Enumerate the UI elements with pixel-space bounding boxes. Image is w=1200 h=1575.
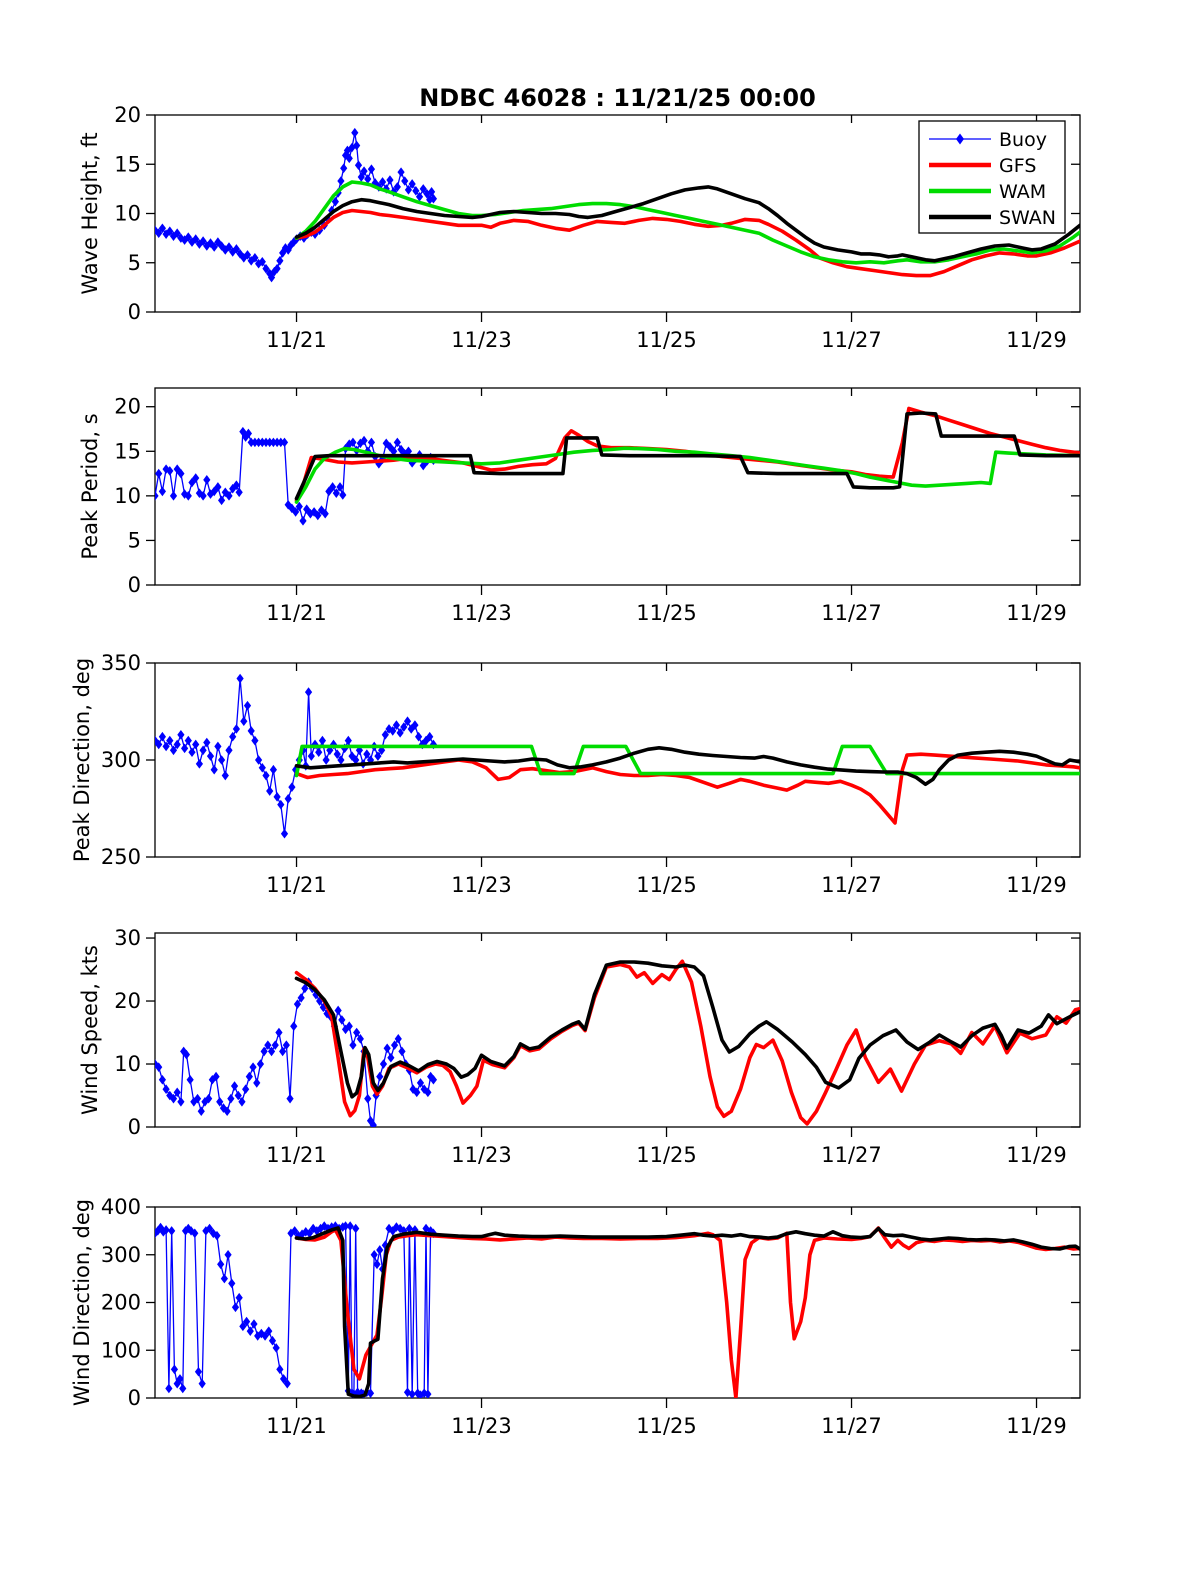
x-tick-label: 11/29 — [1006, 1143, 1067, 1167]
diamond-marker-icon — [155, 469, 162, 479]
diamond-marker-icon — [242, 1084, 249, 1094]
diamond-marker-icon — [275, 1028, 282, 1038]
legend — [919, 121, 1065, 233]
diamond-marker-icon — [179, 1384, 186, 1394]
diamond-marker-icon — [288, 782, 295, 792]
y-tick-label: 15 — [114, 152, 141, 177]
x-tick-label: 11/27 — [821, 873, 882, 897]
diamond-marker-icon — [228, 1279, 235, 1289]
diamond-marker-icon — [214, 742, 221, 752]
diamond-marker-icon — [248, 726, 255, 736]
x-tick-label: 11/21 — [266, 873, 327, 897]
diamond-marker-icon — [187, 1075, 194, 1085]
diamond-marker-icon — [170, 491, 177, 501]
diamond-marker-icon — [285, 794, 292, 804]
y-tick-label: 300 — [100, 1242, 141, 1267]
y-tick-label: 0 — [127, 1386, 141, 1410]
diamond-marker-icon — [203, 475, 210, 485]
diamond-marker-icon — [269, 1336, 276, 1346]
x-tick-label: 11/25 — [636, 601, 697, 625]
x-tick-label: 11/25 — [636, 328, 697, 352]
legend-label: GFS — [999, 155, 1037, 177]
y-axis-label: Wind Speed, kts — [78, 945, 102, 1115]
diamond-marker-icon — [218, 755, 225, 765]
diamond-marker-icon — [386, 175, 393, 185]
diamond-marker-icon — [376, 1245, 383, 1255]
y-tick-label: 5 — [127, 250, 141, 275]
y-tick-label: 300 — [100, 748, 141, 772]
diamond-marker-icon — [355, 160, 362, 170]
y-tick-label: 10 — [114, 483, 141, 508]
diamond-marker-icon — [337, 176, 344, 186]
diamond-marker-icon — [277, 800, 284, 810]
diamond-marker-icon — [262, 771, 269, 781]
x-tick-label: 11/21 — [266, 1414, 327, 1438]
diamond-marker-icon — [387, 1053, 394, 1063]
y-tick-label: 0 — [127, 300, 141, 324]
diamond-marker-icon — [281, 829, 288, 839]
y-tick-label: 400 — [100, 1195, 141, 1219]
diamond-marker-icon — [323, 755, 330, 765]
y-axis-label: Peak Direction, deg — [70, 657, 94, 863]
diamond-marker-icon — [319, 736, 326, 746]
series-gfs — [297, 961, 1081, 1124]
diamond-marker-icon — [286, 1094, 293, 1104]
diamond-marker-icon — [340, 163, 347, 173]
legend-label: Buoy — [999, 129, 1047, 151]
diamond-marker-icon — [276, 256, 283, 266]
x-tick-label: 11/27 — [821, 1414, 882, 1438]
y-tick-label: 10 — [114, 1052, 141, 1077]
y-tick-label: 20 — [114, 103, 141, 127]
diamond-marker-icon — [198, 1106, 205, 1116]
diamond-marker-icon — [247, 1326, 254, 1336]
diamond-marker-icon — [305, 687, 312, 697]
legend-label: WAM — [999, 181, 1047, 203]
series-swan — [297, 962, 1081, 1097]
x-tick-label: 11/23 — [451, 328, 512, 352]
series-buoy-markers — [151, 674, 437, 839]
x-tick-label: 11/27 — [821, 328, 882, 352]
diamond-marker-icon — [171, 1365, 178, 1375]
diamond-marker-icon — [249, 1062, 256, 1072]
y-tick-label: 20 — [114, 989, 141, 1014]
series-buoy — [155, 679, 433, 834]
diamond-marker-icon — [200, 746, 207, 756]
diamond-marker-icon — [371, 1250, 378, 1260]
diamond-marker-icon — [364, 1094, 371, 1104]
diamond-marker-icon — [181, 744, 188, 754]
x-tick-label: 11/25 — [636, 1143, 697, 1167]
y-tick-label: 100 — [100, 1338, 141, 1363]
diamond-marker-icon — [188, 747, 195, 757]
diamond-marker-icon — [368, 438, 375, 448]
diamond-marker-icon — [233, 724, 240, 734]
x-tick-label: 11/25 — [636, 1414, 697, 1438]
diamond-marker-icon — [240, 716, 247, 726]
diamond-marker-icon — [229, 732, 236, 742]
diamond-marker-icon — [299, 516, 306, 526]
x-tick-label: 11/29 — [1006, 328, 1067, 352]
diamond-marker-icon — [339, 490, 346, 500]
diamond-marker-icon — [177, 1097, 184, 1107]
series-buoy — [155, 982, 433, 1125]
diamond-marker-icon — [276, 1365, 283, 1375]
y-tick-label: 250 — [100, 845, 141, 869]
diamond-marker-icon — [415, 732, 422, 742]
diamond-marker-icon — [159, 487, 166, 497]
plot-peak-period — [78, 388, 1080, 625]
series-buoy-markers — [151, 427, 437, 526]
diamond-marker-icon — [196, 759, 203, 769]
diamond-marker-icon — [192, 740, 199, 750]
diamond-marker-icon — [168, 1226, 175, 1236]
plot-peak-direction — [70, 651, 1080, 897]
y-axis-label: Wave Height, ft — [78, 132, 102, 295]
chart-title: NDBC 46028 : 11/21/25 00:00 — [419, 84, 816, 112]
diamond-marker-icon — [352, 1224, 359, 1234]
diamond-marker-icon — [232, 1302, 239, 1312]
y-axis-label: Peak Period, s — [78, 413, 102, 560]
diamond-marker-icon — [257, 1059, 264, 1069]
diamond-marker-icon — [237, 674, 244, 684]
diamond-marker-icon — [398, 1047, 405, 1057]
diamond-marker-icon — [266, 786, 273, 796]
diamond-marker-icon — [259, 763, 266, 773]
x-tick-label: 11/23 — [451, 1414, 512, 1438]
diamond-marker-icon — [244, 701, 251, 711]
diamond-marker-icon — [315, 747, 322, 757]
diamond-marker-icon — [401, 176, 408, 186]
diamond-marker-icon — [253, 1078, 260, 1088]
diamond-marker-icon — [274, 792, 281, 802]
x-tick-label: 11/27 — [821, 1143, 882, 1167]
y-tick-label: 10 — [114, 201, 141, 226]
plot-wind-speed — [78, 926, 1080, 1167]
diamond-marker-icon — [255, 755, 262, 765]
plot-wind-direction — [70, 1195, 1080, 1438]
series-buoy-markers — [151, 1221, 437, 1400]
diamond-marker-icon — [349, 1040, 356, 1050]
y-tick-label: 0 — [127, 573, 141, 597]
y-tick-label: 0 — [127, 1115, 141, 1139]
x-tick-label: 11/23 — [451, 601, 512, 625]
diamond-marker-icon — [207, 751, 214, 761]
diamond-marker-icon — [236, 1293, 243, 1303]
diamond-marker-icon — [165, 1384, 172, 1394]
diamond-marker-icon — [159, 1075, 166, 1085]
x-tick-label: 11/21 — [266, 601, 327, 625]
x-tick-label: 11/29 — [1006, 873, 1067, 897]
diamond-marker-icon — [217, 1260, 224, 1270]
diamond-marker-icon — [250, 1319, 257, 1329]
diamond-marker-icon — [351, 128, 358, 138]
series-gfs — [297, 754, 1081, 823]
diamond-marker-icon — [224, 1250, 231, 1260]
diamond-marker-icon — [270, 765, 277, 775]
diamond-marker-icon — [218, 496, 225, 506]
diamond-marker-icon — [335, 1006, 342, 1016]
diamond-marker-icon — [203, 738, 210, 748]
y-axis-label: Wind Direction, deg — [70, 1198, 94, 1407]
diamond-marker-icon — [195, 1367, 202, 1377]
x-tick-label: 11/21 — [266, 328, 327, 352]
diamond-marker-icon — [338, 1015, 345, 1025]
y-tick-label: 5 — [127, 528, 141, 553]
x-tick-label: 11/21 — [266, 1143, 327, 1167]
diamond-marker-icon — [376, 1072, 383, 1082]
diamond-marker-icon — [368, 164, 375, 174]
x-tick-label: 11/29 — [1006, 601, 1067, 625]
diamond-marker-icon — [308, 751, 315, 761]
diamond-marker-icon — [159, 732, 166, 742]
diamond-marker-icon — [177, 730, 184, 740]
y-tick-label: 30 — [114, 926, 141, 951]
diamond-marker-icon — [222, 771, 229, 781]
legend-label: SWAN — [999, 207, 1057, 229]
diamond-marker-icon — [397, 167, 404, 177]
diamond-marker-icon — [231, 1081, 238, 1091]
diamond-marker-icon — [199, 1379, 206, 1389]
y-tick-label: 20 — [114, 394, 141, 419]
y-tick-label: 350 — [100, 651, 141, 675]
diamond-marker-icon — [281, 438, 288, 448]
diamond-marker-icon — [211, 765, 218, 775]
x-tick-label: 11/27 — [821, 601, 882, 625]
diamond-marker-icon — [251, 736, 258, 746]
diamond-marker-icon — [347, 1221, 354, 1231]
diamond-marker-icon — [345, 736, 352, 746]
diamond-marker-icon — [384, 1043, 391, 1053]
diamond-marker-icon — [290, 1021, 297, 1031]
x-tick-label: 11/29 — [1006, 1414, 1067, 1438]
series-buoy-markers — [151, 977, 437, 1130]
y-tick-label: 200 — [100, 1290, 141, 1315]
diamond-marker-icon — [380, 1059, 387, 1069]
x-tick-label: 11/23 — [451, 873, 512, 897]
y-tick-label: 15 — [114, 439, 141, 464]
x-tick-label: 11/25 — [636, 873, 697, 897]
x-tick-label: 11/23 — [451, 1143, 512, 1167]
diamond-marker-icon — [185, 736, 192, 746]
diamond-marker-icon — [227, 1094, 234, 1104]
diamond-marker-icon — [246, 1072, 253, 1082]
diamond-marker-icon — [225, 746, 232, 756]
diamond-marker-icon — [221, 1274, 228, 1284]
diamond-marker-icon — [273, 1343, 280, 1353]
